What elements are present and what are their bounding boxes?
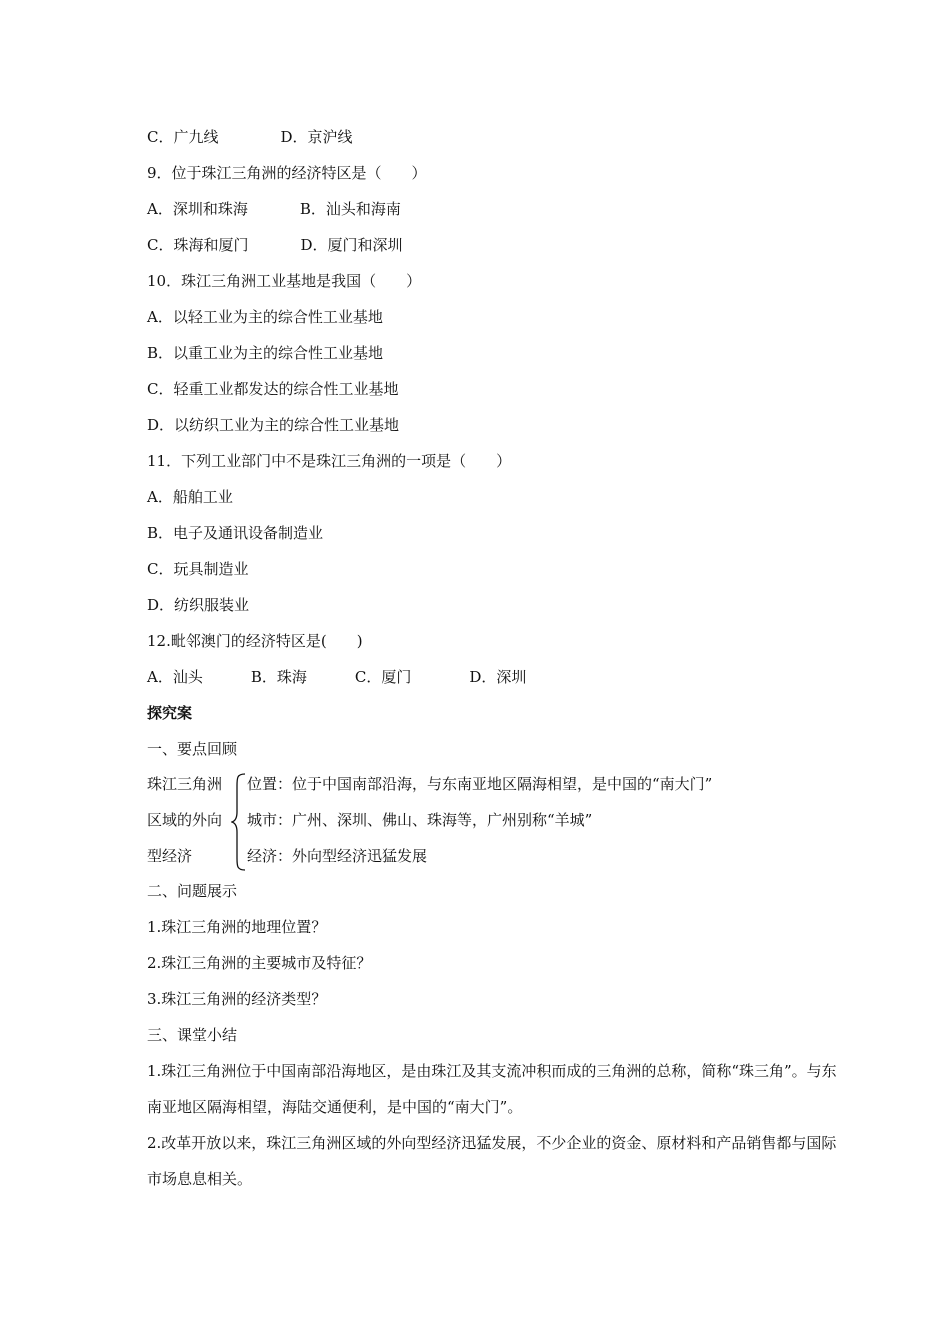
review-outline (147, 768, 847, 878)
q11-option-b: B．电子及通讯设备制造业 (147, 524, 324, 542)
problem-3: 3.珠江三角洲的经济类型？ (147, 990, 327, 1008)
q12-option-c: C．厦门 (354, 668, 412, 686)
q8-option-d: D．京沪线 (280, 128, 353, 146)
q10-option-b: B．以重工业为主的综合性工业基地 (147, 344, 384, 362)
review-item-economy: 经济：外向型经济迅猛发展 (247, 847, 428, 865)
section-title: 探究案 (147, 704, 193, 722)
q10-option-c: C．轻重工业都发达的综合性工业基地 (147, 380, 399, 398)
review-heading: 一、要点回顾 (147, 740, 238, 758)
q11-stem: 11．下列工业部门中不是珠江三角洲的一项是（ ） (147, 452, 512, 470)
q9-options-cd (147, 235, 403, 255)
q8-option-c: C．广九线 (147, 128, 219, 146)
q9-option-c: C．珠海和厦门 (147, 236, 249, 254)
q11-option-c: C．玩具制造业 (147, 560, 249, 578)
q10-option-a: A．以轻工业为主的综合性工业基地 (147, 308, 383, 326)
q9-option-a: A．深圳和珠海 (147, 200, 248, 218)
q9-stem: 9．位于珠江三角洲的经济特区是（ ） (147, 164, 427, 182)
summary-paragraph-1: 1.珠江三角洲位于中国南部沿海地区，是由珠江及其支流冲积而成的三角洲的总称，简称“珠三角”。与东南亚地区隔海相望，海陆交通便利，是中国的“南大门”。 (147, 1062, 837, 1116)
q12-stem: 12.毗邻澳门的经济特区是( ) (147, 632, 363, 650)
q11-option-d: D．纺织服装业 (147, 596, 250, 614)
q8-options (147, 127, 353, 147)
q12-option-d: D．深圳 (469, 668, 527, 686)
problems-heading: 二、问题展示 (147, 882, 238, 900)
summary-heading: 三、课堂小结 (147, 1026, 238, 1044)
q10-option-d: D．以纺织工业为主的综合性工业基地 (147, 416, 400, 434)
q9-option-b: B．汕头和海南 (299, 200, 401, 218)
q11-option-a: A．船舶工业 (147, 488, 233, 506)
review-left-line-1: 珠江三角洲 (147, 775, 223, 793)
q9-options-ab (147, 199, 401, 219)
problem-2: 2.珠江三角洲的主要城市及特征？ (147, 954, 372, 972)
problem-1: 1.珠江三角洲的地理位置？ (147, 918, 327, 936)
review-item-location: 位置：位于中国南部沿海，与东南亚地区隔海相望，是中国的“南大门” (247, 775, 713, 793)
q12-option-a: A．汕头 (147, 668, 203, 686)
curly-brace-icon (231, 772, 247, 872)
q12-option-b: B．珠海 (250, 668, 307, 686)
review-left-line-2: 区域的外向 (147, 811, 223, 829)
summary-paragraph-2: 2.改革开放以来，珠江三角洲区域的外向型经济迅猛发展，不少企业的资金、原材料和产品销售都与国际市场息息相关。 (147, 1134, 837, 1188)
review-item-cities: 城市：广州、深圳、佛山、珠海等，广州别称“羊城” (247, 811, 593, 829)
q9-option-d: D．厦门和深圳 (300, 236, 403, 254)
q12-options (147, 667, 526, 687)
q10-stem: 10．珠江三角洲工业基地是我国（ ） (147, 272, 422, 290)
review-left-line-3: 型经济 (147, 847, 193, 865)
